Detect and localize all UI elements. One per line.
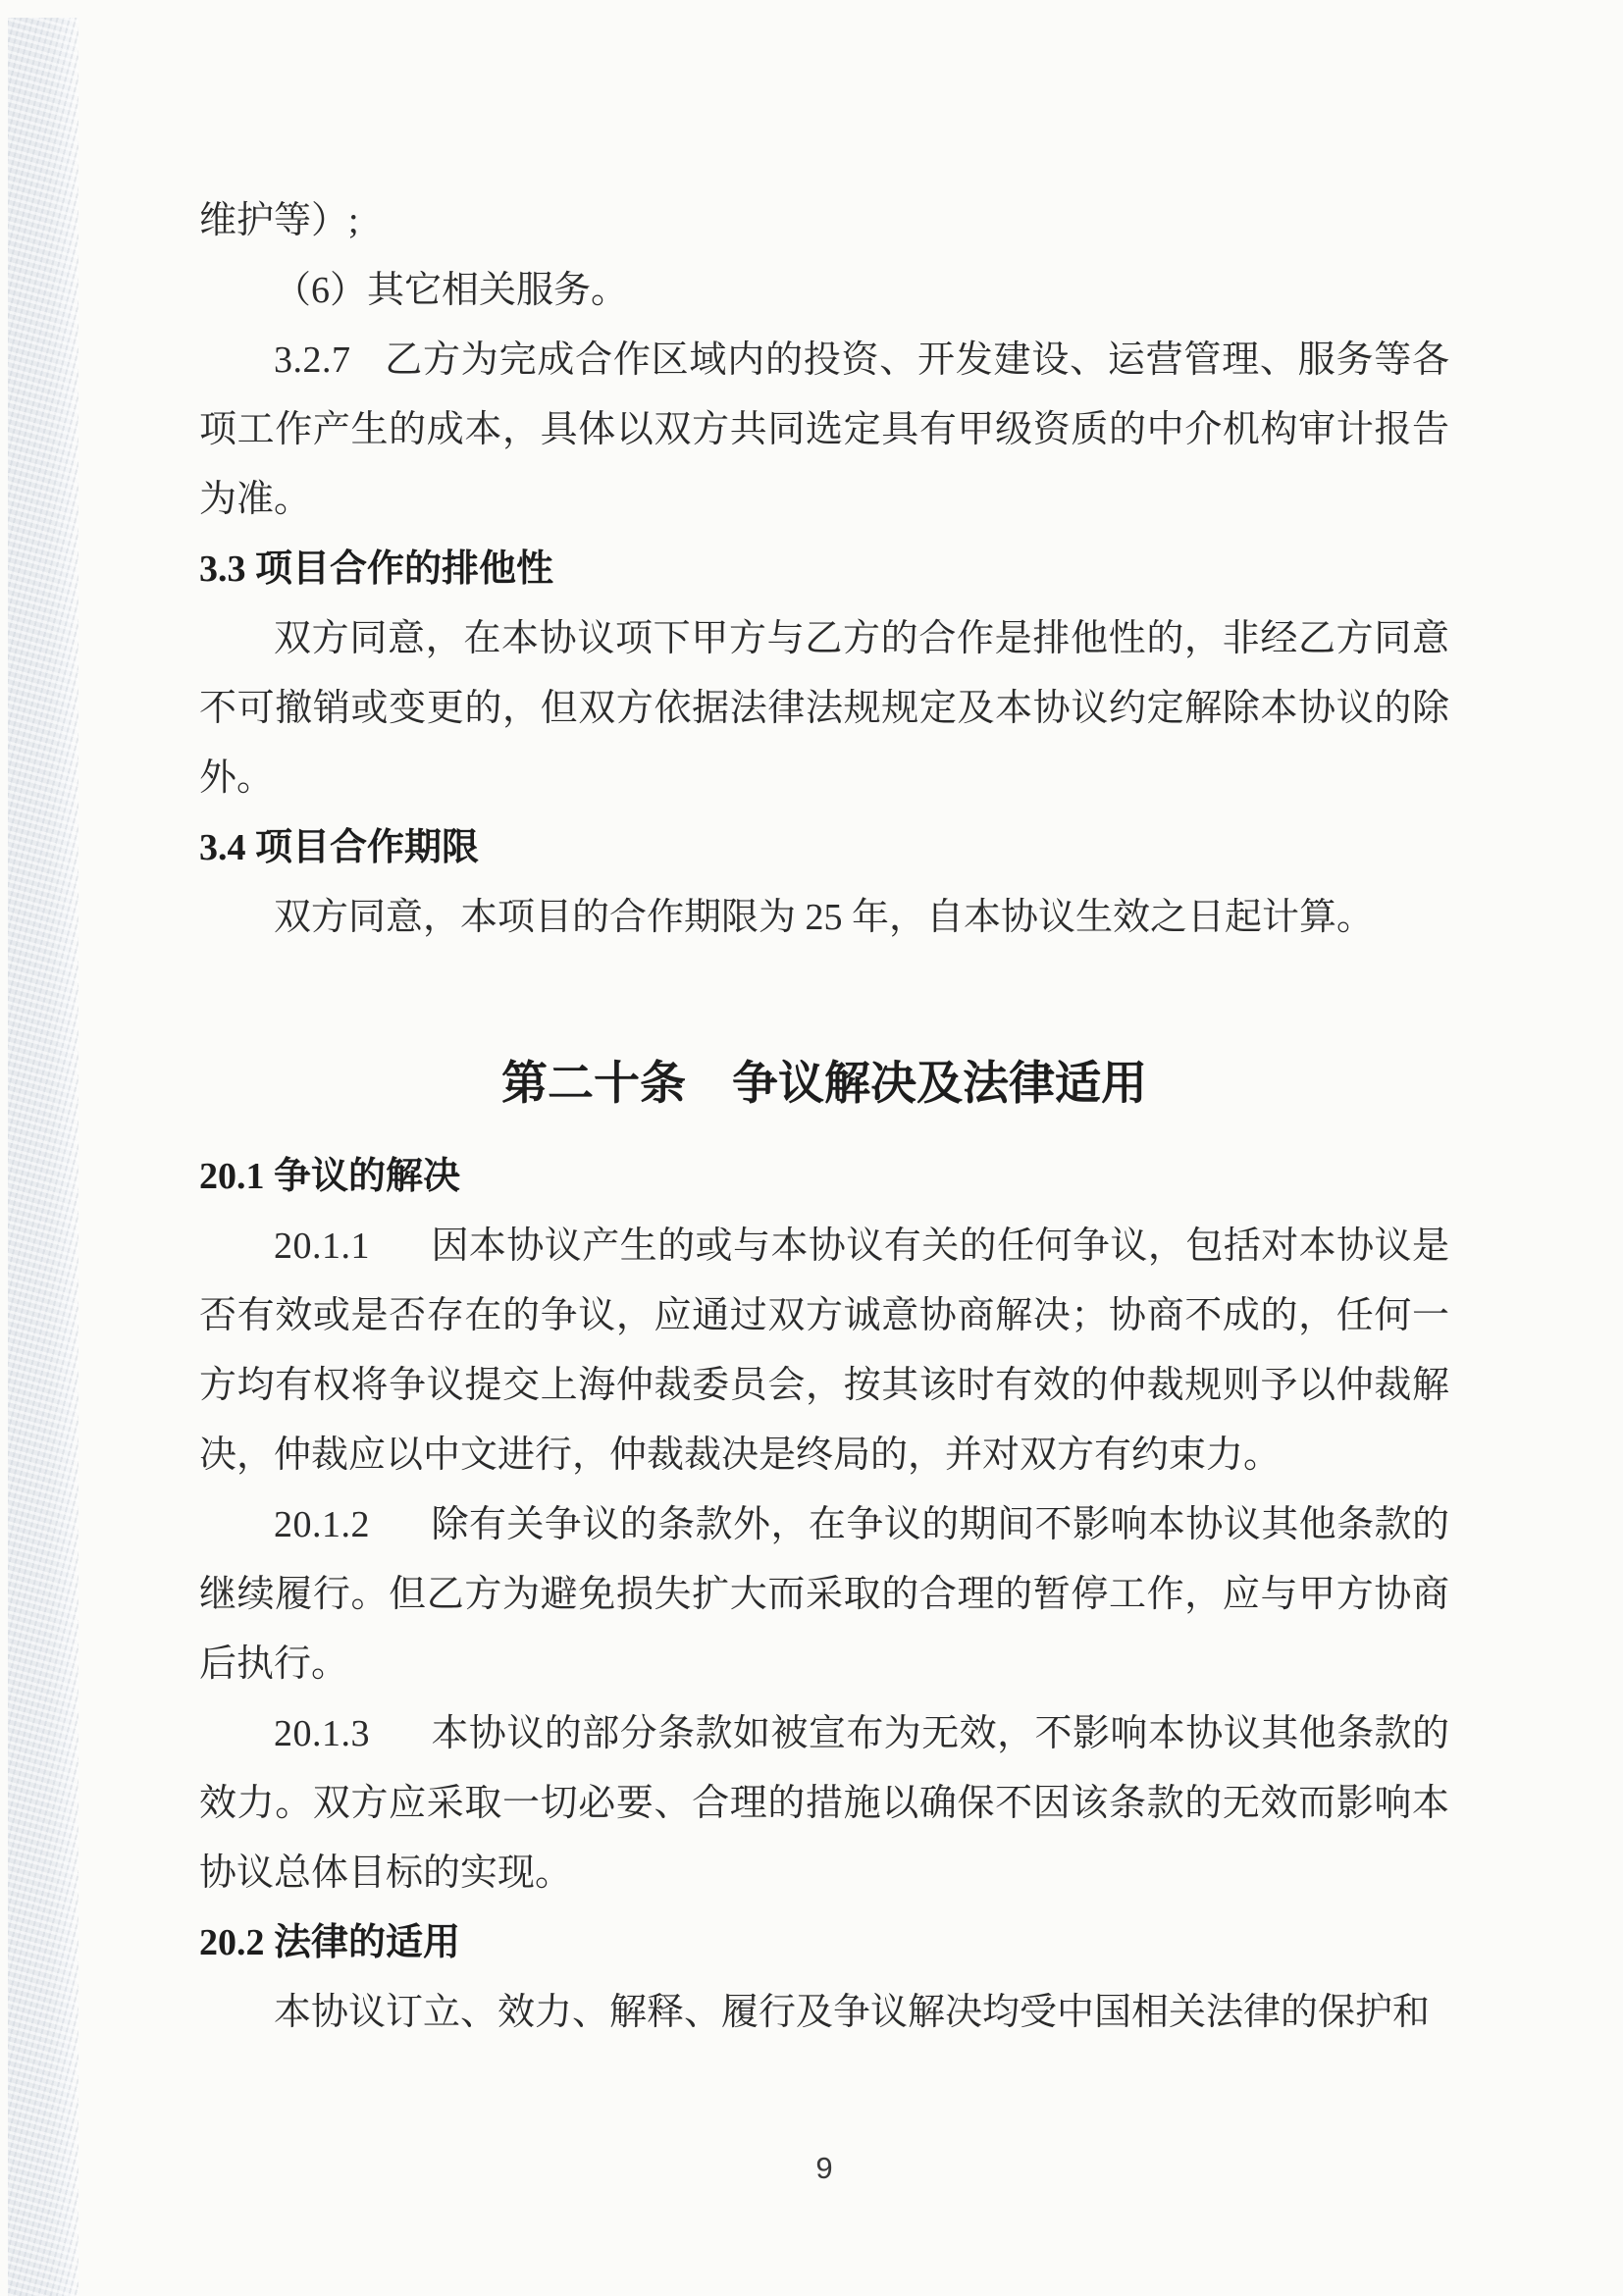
clause-number: 20.1.1 [274, 1226, 370, 1267]
paragraph-text: 除有关争议的条款外，在争议的期间不影响本协议其他条款的继续履行。但乙方为避免损失扩大而采取的合理的暂停工作，应与甲方协商后执行。 [199, 1504, 1449, 1685]
paragraph-text: 乙方为完成合作区域内的投资、开发建设、运营管理、服务等各项工作产生的成本，具体以双方共同选定具有甲级资质的中介机构审计报告为准。 [199, 339, 1449, 520]
paragraph-text: 因本协议产生的或与本协议有关的任何争议，包括对本协议是否有效或是否存在的争议，应通过双方诚意协商解决；协商不成的，任何一方均有权将争议提交上海仲裁委员会，按其该时有效的仲裁规则予以仲裁解决，仲裁应以中文进行，仲裁裁决是终局的，并对双方有约束力。 [199, 1226, 1449, 1476]
clause-number: 20.1.2 [274, 1504, 370, 1545]
paragraph [199, 326, 1449, 535]
document-body [199, 186, 1449, 2048]
clause-number: 20.1.3 [274, 1713, 370, 1754]
clause-number: 3.2.7 [274, 339, 351, 381]
paragraph: 双方同意，在本协议项下甲方与乙方的合作是排他性的，非经乙方同意不可撤销或变更的，但双方依据法律法规规定及本协议约定解除本协议的除外。 [199, 618, 1449, 799]
chapter-heading: 第二十条 争议解决及法律适用 [501, 1059, 1147, 1110]
paragraph-text: 本协议的部分条款如被宣布为无效，不影响本协议其他条款的效力。双方应采取一切必要、合理的措施以确保不因该条款的无效而影响本协议总体目标的实现。 [199, 1713, 1449, 1894]
paragraph: 维护等）; [199, 200, 359, 241]
paragraph [199, 1490, 1449, 1699]
paragraph: （6）其它相关服务。 [274, 270, 629, 311]
paragraph: 本协议订立、效力、解释、履行及争议解决均受中国相关法律的保护和 [274, 1992, 1431, 2033]
paragraph [199, 1212, 1449, 1490]
section-heading: 20.2 法律的适用 [199, 1922, 461, 1963]
section-heading: 20.1 争议的解决 [199, 1156, 461, 1197]
scan-edge-artifact [8, 18, 79, 2296]
paragraph [199, 1699, 1449, 1908]
section-heading: 3.3 项目合作的排他性 [199, 548, 554, 590]
paragraph: 双方同意，本项目的合作期限为 25 年，自本协议生效之日起计算。 [274, 897, 1375, 938]
section-heading: 3.4 项目合作期限 [199, 827, 480, 868]
page-number: 9 [815, 2151, 833, 2185]
